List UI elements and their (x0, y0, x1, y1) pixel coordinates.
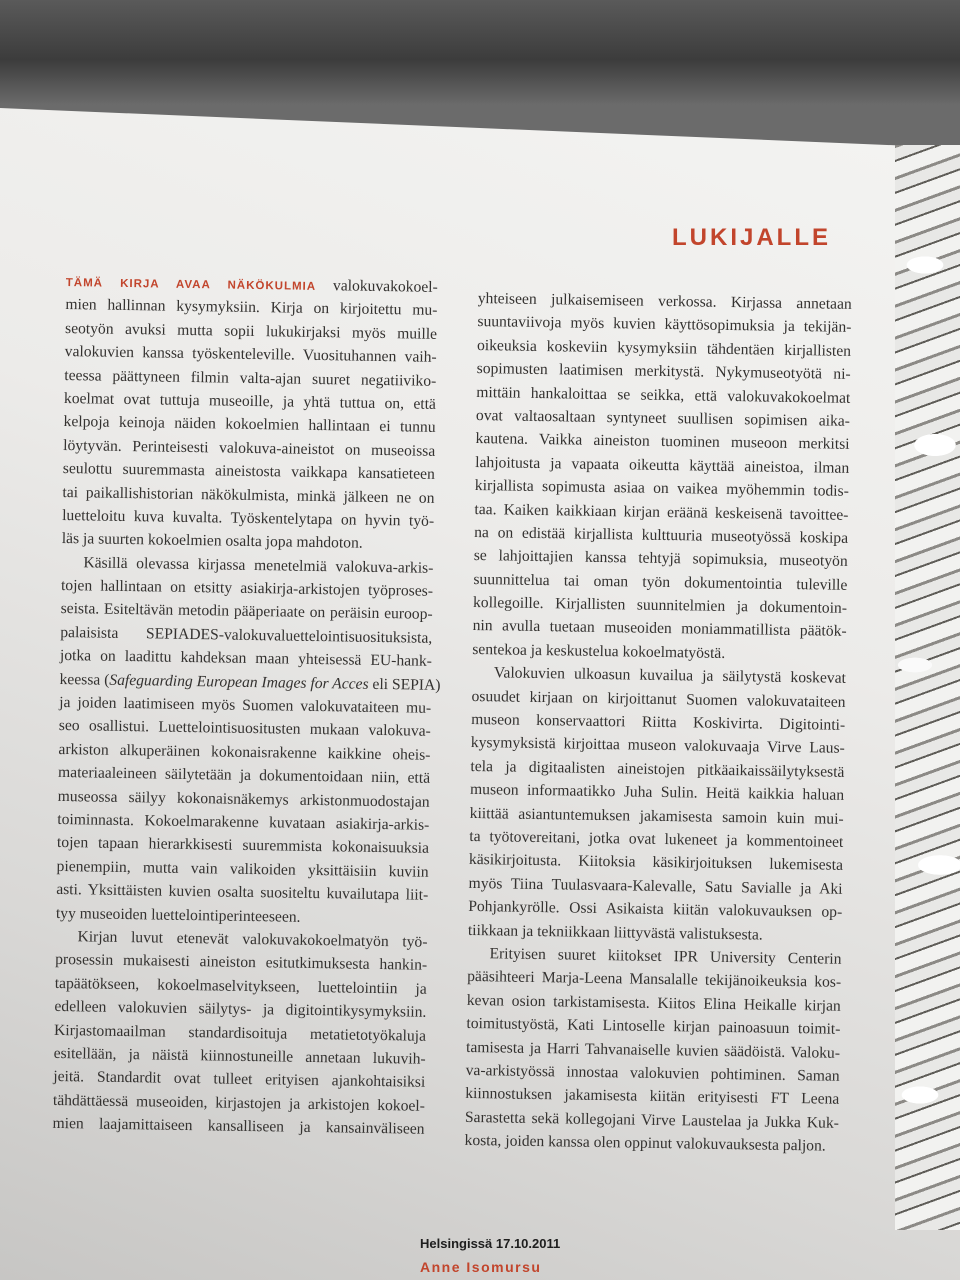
text-line: Sarastetta sekä kollegojani Virve Laustelaa ja Jukka Kuk- (464, 1108, 840, 1132)
italic-title: Safeguarding European Images for Acces (109, 671, 369, 693)
text-line: mien hallinnan kysymyksiin. Kirja on kirjoitettu mu- (65, 296, 438, 320)
text-line: jotka on laadittu kahdeksan maan yhteisessä EU-hank- (59, 647, 433, 671)
text-line: koelmat ovat tuttuja museoille, ja yhtä tuttua on, että (63, 389, 437, 413)
text-line: lahjoitusta ja vapaata oikeutta käyttää aineistoa, ilman (475, 453, 850, 477)
text-line: ta työtovereitani, jotka ovat lukeneet ja kommentoineet (469, 827, 844, 851)
signature-author: Anne Isomursu (420, 1259, 542, 1275)
text-line: seulottu suuremmasta aineistosta vaikkapa kansatieteen (62, 460, 435, 483)
text-line: ovat valtaosaltaan syntyneet suullisen sopimisen aika- (475, 406, 851, 430)
text-line: seo osallistui. Luettelointisuositusten mukaan valokuva- (58, 717, 431, 741)
text-line: Erityisen suuret kiitokset IPR University Centerin (489, 945, 842, 968)
text-line: esitellään, ja näistä kiinnostuneille annetaan lukuvih- (53, 1044, 426, 1068)
text-line: edelleen valokuvien säilytys- ja digitointikysymyksiin. (54, 998, 427, 1021)
text-line: materiaaleineen säilytetään ja dokumentoidaan niin, että (57, 764, 431, 787)
text-line: tamisesta ja Harri Tahvanaiselle kuvien säädöistä. Valoku- (465, 1038, 841, 1062)
text-line: museon konservaattori Riitta Koskivirta. Digitointi- (471, 710, 846, 734)
text-line: va-arkistyössä innostaa valokuvien pohtiminen. Saman (465, 1061, 840, 1085)
text-line: tojen tapaan hierarkkisesti suuremmista kokonaisuuksia (56, 834, 430, 858)
text-line: kiinnostuksen jakamisesta kiitän erityisesti FT Leena (465, 1085, 840, 1109)
text-line: Valokuvien ulkoasun kuvailua ja säilytystä koskevat (493, 664, 847, 688)
right-text-column (464, 287, 852, 1158)
text-line: Kirjan luvut etenevät valokuvakokoelmatyön työ- (77, 928, 428, 951)
text-line: tähdättäessä museoiden, kirjastojen ja arkistojen kokoel- (52, 1091, 426, 1115)
text-line: museossa säilyy kokonaisnäkemys arkistonmuodostajan (57, 787, 430, 811)
text-line: pienempiin, mutta vain valikoiden yksittäisiin kuviin (56, 857, 429, 881)
text-line: kirjallista sopimusta asiaa on vaikea myöhemmin todis- (474, 477, 849, 500)
text-line: kysymyksistä kirjoittaa museon valokuvaaja Virve Laus- (470, 734, 845, 758)
text-line: Käsillä olevassa kirjassa menetelmiä valokuva-arkis- (83, 553, 434, 577)
text-line: tela ja digitaalisten aineistojen pitkäaikaissäilytyksestä (470, 757, 845, 781)
text-line: kevan osion tarkistamisesta. Kiitos Elina Heikalle kirjan (466, 991, 841, 1015)
signature-place-date: Helsingissä 17.10.2011 (420, 1236, 561, 1251)
text-line: jeitä. Standardit ovat tulleet erityisen ajankohtaisiksi (53, 1068, 426, 1092)
text-line: prosessin mukaisesti aineiston esitutkimuksesta hankin- (55, 951, 428, 975)
text-line: suuntaviivoja myös kuvien käyttösopimuksia ja tekijän- (477, 313, 852, 337)
text-line: osuudet kirjaan on kirjoittanut Suomen valokuvataiteen (471, 687, 846, 711)
text-line: kautena. Vaikka aineiston tuominen museoon merkitsi (475, 430, 850, 454)
text-line: myös Tiina Tuulasvaara-Kalevalle, Satu Savialle ja Aki (468, 874, 843, 898)
snowy-tree-photo (895, 145, 960, 1230)
text-line: kelpoja keinoja näiden kokoelmien hallintaan ei tunnu (63, 413, 436, 437)
text-line: sentekoa ja keskustelua kokoelmatyöstä. (472, 640, 726, 662)
text-segment: eli SEPIA) (368, 675, 441, 694)
text-line: käsikirjoitusta. Kiitoksia käsikirjoituksen lukemisesta (468, 851, 844, 875)
text-line: luetteloitu kuva kuvalta. Työskentelytapa on hyvin työ- (62, 506, 435, 530)
text-line: ja joiden laatimiseen myös Suomen valokuvataiteen mu- (59, 693, 432, 717)
text-line: tapäätökseen, kokoelmaselvitykseen, luettelointiin ja (54, 974, 427, 998)
text-line: oikeuksia koskeviin kysymyksiin tähdentäen kirjallisten (476, 336, 852, 360)
text-line: yhteiseen julkaisemiseen verkossa. Kirjassa annetaan (477, 289, 852, 313)
text-line: kiittää asiantuntemuksen jakamisesta samoin kuin mui- (469, 804, 844, 828)
text-line: se lahjoittajien kanssa tehtyjä sopimuksia, museotyön (473, 547, 848, 571)
text-line: tyy museoiden luettelointiperinteeseen. (55, 904, 301, 926)
text-line: arkiston alkuperäinen kokonaisrakenne kaikkine oheis- (58, 740, 431, 764)
text-line: kosta, joiden kanssa olen oppinut valokuvauksesta paljon. (464, 1131, 826, 1155)
page-heading: LUKIJALLE (672, 224, 831, 251)
text-line: toiminnasta. Kokoelmarakenne kuvataan asiakirja-arkis- (57, 810, 430, 834)
text-line: museon informaatikko Juha Sulin. Heitä kaikkia haluan (469, 781, 845, 805)
text-line: läs ja suurten kokoelmien osalta jopa mahdoton. (61, 530, 363, 552)
text-line: asti. Yksittäisten kuvien osalta suositeltu kuvailutapa liit- (56, 881, 429, 904)
text-line: tai paikallishistorian näkökulmista, minkä jälkeen ne on (62, 483, 435, 507)
text-line: valokuvien kanssa työskenteleville. Vuosituhannen vaih- (64, 343, 437, 367)
text-line: toimitustyöstä, Kati Lintoselle kirjan painoasuun toimit- (466, 1015, 841, 1038)
text-line: sopimusten laatimisen merkitystä. Nykymuseotyötä ni- (476, 360, 851, 384)
left-text-column (52, 270, 441, 1141)
text-line: taa. Kaiken kaikkiaan kirjan eräänä keskeisenä tavoittee- (474, 500, 849, 524)
text-line: Pohjankyrölle. Ossi Asikaista kiitän valokuvauksen op- (468, 898, 843, 921)
text-line: mien laajamittaiseen kansalliseen ja kansainväliseen (52, 1114, 425, 1138)
text-line: seista. Esiteltävän metodin pääperiaate on peräisin euroop- (60, 600, 433, 624)
text-line: pääsihteeri Marja-Leena Mansalalle tekijänoikeuksia kos- (467, 968, 842, 992)
text-line: Kirjastomaailman standardisoituja metatietotyökaluja (53, 1021, 427, 1045)
lead-in-caps: TÄMÄ KIRJA AVAA NÄKÖKULMIA (65, 276, 317, 293)
text-line: mittäin hankaloittaa se seikka, että valokuvakokoelmat (476, 383, 851, 407)
text-line: palaisista SEPIADES-valokuvaluettelointisuosituksista, (60, 623, 433, 647)
text-segment: keessa ( (59, 670, 110, 689)
text-line: na on edistää kirjallista kulttuuria museotyössä koskipa (474, 523, 849, 547)
text-line: tojen hallintaan on etsitty asiakirja-arkistojen työproses- (60, 577, 434, 600)
text-line: tiikkaan ja tekniikkaan liittyvästä valistuksesta. (467, 921, 763, 944)
text-line: kollegoille. Kirjallisten suunnitelmien ja dokumentoin- (472, 594, 848, 617)
text-line: nin avulla tuetaan museoiden moniammatillista päätök- (472, 617, 847, 641)
text-line: löytyvän. Perinteisesti valokuva-aineistot on museoissa (63, 436, 436, 460)
text-line: teessa päättyneen filmin valta-ajan suuret negatiiviko- (64, 366, 437, 390)
text-segment: valokuvakokoel- (315, 276, 438, 296)
text-line: suunnittelua tai oman työn dokumentointia tuleville (473, 570, 848, 594)
text-line: seotyön avuksi mutta sopii lukukirjaksi myös muille (64, 319, 438, 343)
